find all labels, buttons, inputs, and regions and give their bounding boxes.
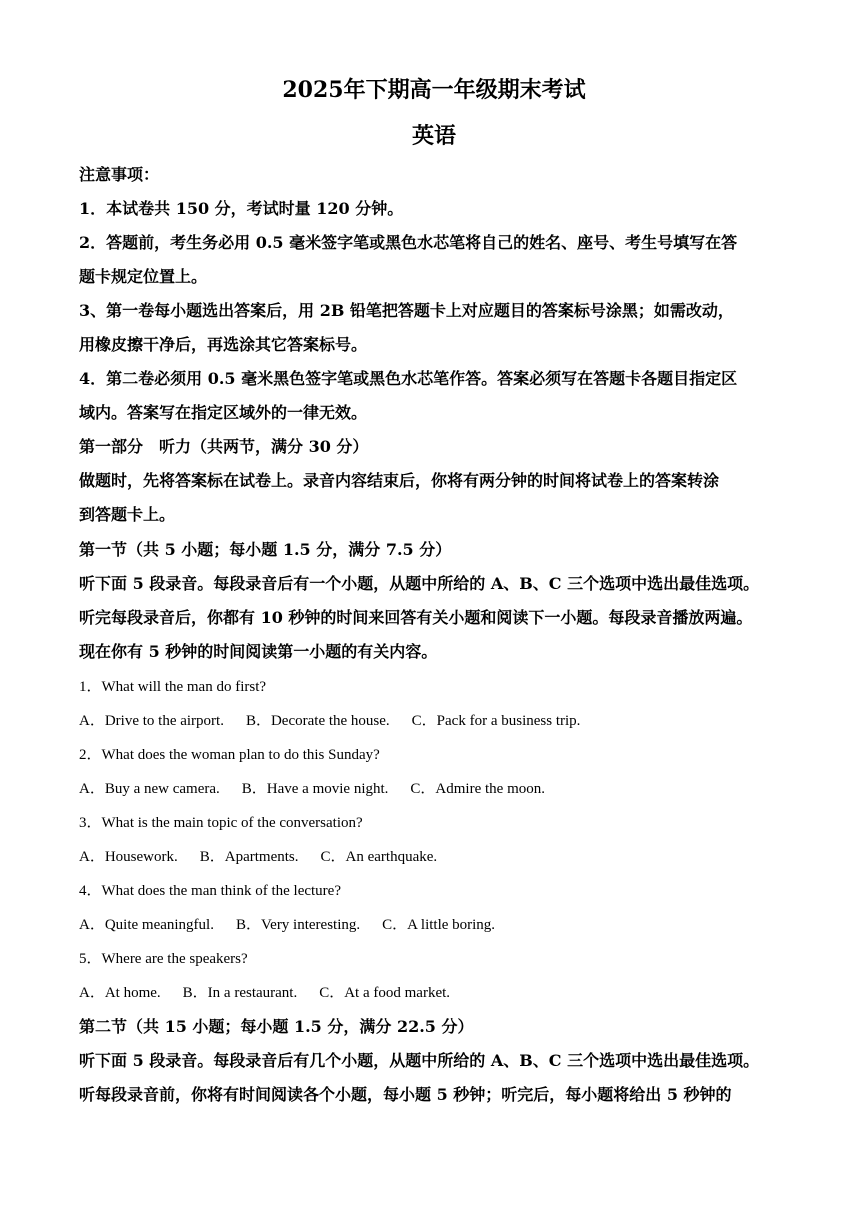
question-options bbox=[79, 915, 495, 935]
section1-heading: 第一节（共 5 小题；每小题 1.5 分，满分 7.5 分） bbox=[79, 540, 452, 559]
option-b: B．Decorate the house. bbox=[245, 713, 390, 729]
option-b: B．In a restaurant. bbox=[182, 985, 298, 1001]
option-c: C．At a food market. bbox=[319, 985, 451, 1001]
question-options bbox=[79, 779, 545, 799]
question-options bbox=[79, 847, 437, 867]
option-a: A．Drive to the airport. bbox=[79, 713, 224, 729]
notice-heading: 注意事项： bbox=[79, 165, 160, 184]
question-text: 1．What will the man do first? bbox=[79, 679, 267, 695]
notice-line: 用橡皮擦干净后，再选涂其它答案标号。 bbox=[79, 335, 368, 354]
notice-line: 1．本试卷共 150 分，考试时量 120 分钟。 bbox=[79, 199, 404, 218]
option-a: A．Housework. bbox=[79, 849, 178, 865]
notice-line: 题卡规定位置上。 bbox=[79, 267, 208, 286]
part1-intro: 做题时，先将答案标在试卷上。录音内容结束后，你将有两分钟的时间将试卷上的答案转涂 bbox=[79, 471, 720, 490]
question-text: 2．What does the woman plan to do this Sunday? bbox=[79, 747, 380, 763]
question-text: 5．Where are the speakers? bbox=[79, 951, 248, 967]
option-c: C．An earthquake. bbox=[320, 849, 438, 865]
option-a: A．At home. bbox=[79, 985, 161, 1001]
part1-heading: 第一部分 听力（共两节，满分 30 分） bbox=[79, 437, 369, 456]
section1-instruction: 听下面 5 段录音。每段录音后有一个小题，从题中所给的 A、B、C 三个选项中选出最佳选项。 bbox=[79, 574, 760, 593]
option-c: C．A little boring. bbox=[382, 917, 496, 933]
question-text: 3．What is the main topic of the conversation? bbox=[79, 815, 363, 831]
section2-heading: 第二节（共 15 小题；每小题 1.5 分，满分 22.5 分） bbox=[79, 1017, 474, 1036]
section2-instruction: 听下面 5 段录音。每段录音后有几个小题，从题中所给的 A、B、C 三个选项中选出最佳选项。 bbox=[79, 1051, 760, 1070]
notice-line: 2．答题前，考生务必用 0.5 毫米签字笔或黑色水芯笔将自己的姓名、座号、考生号填写在答 bbox=[79, 233, 738, 252]
option-c: C．Admire the moon. bbox=[410, 781, 545, 797]
notice-line: 域内。答案写在指定区域外的一律无效。 bbox=[79, 403, 368, 422]
section1-instruction: 听完每段录音后，你都有 10 秒钟的时间来回答有关小题和阅读下一小题。每段录音播放两遍。 bbox=[79, 608, 753, 627]
option-a: A．Buy a new camera. bbox=[79, 781, 220, 797]
question-options bbox=[79, 711, 580, 731]
question-text: 4．What does the man think of the lecture? bbox=[79, 883, 341, 899]
exam-title: 2025年下期高一年级期末考试 bbox=[282, 77, 586, 103]
section2-instruction: 听每段录音前，你将有时间阅读各个小题，每小题 5 秒钟；听完后，每小题将给出 5 秒钟的 bbox=[79, 1085, 732, 1104]
question-options bbox=[79, 983, 450, 1003]
option-b: B．Apartments. bbox=[199, 849, 299, 865]
section1-instruction: 现在你有 5 秒钟的时间阅读第一小题的有关内容。 bbox=[79, 642, 438, 661]
option-a: A．Quite meaningful. bbox=[79, 917, 214, 933]
subject-title: 英语 bbox=[411, 123, 456, 149]
option-c: C．Pack for a business trip. bbox=[411, 713, 581, 729]
option-b: B．Have a movie night. bbox=[241, 781, 389, 797]
option-b: B．Very interesting. bbox=[235, 917, 361, 933]
notice-line: 4．第二卷必须用 0.5 毫米黑色签字笔或黑色水芯笔作答。答案必须写在答题卡各题目指定区 bbox=[79, 369, 738, 388]
part1-intro: 到答题卡上。 bbox=[79, 505, 176, 524]
notice-line: 3、第一卷每小题选出答案后，用 2B 铅笔把答题卡上对应题目的答案标号涂黑；如需改动， bbox=[79, 301, 734, 320]
